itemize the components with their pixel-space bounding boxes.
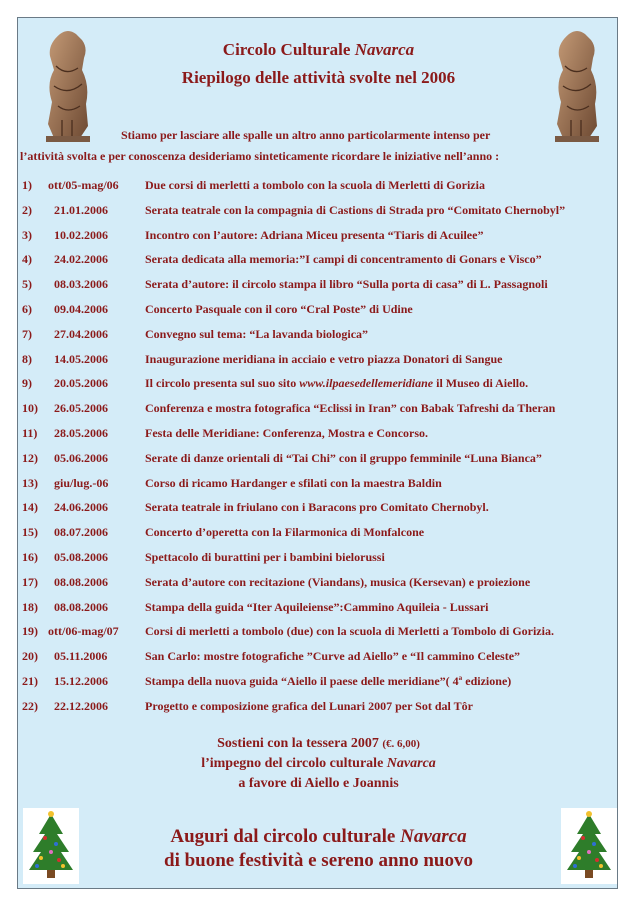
item-number: 2) [22,202,32,217]
item-date: 05.06.2006 [54,450,108,465]
item-number: 17) [22,574,38,589]
item-number: 10) [22,401,38,416]
list-item [18,649,619,671]
item-number: 7) [22,326,32,341]
item-date: 28.05.2006 [54,426,108,440]
item-date: ott/06-mag/07 [48,624,119,639]
item-description: Progetto e composizione grafica del Lunari 2007 per Sot dal Tôr [145,698,473,713]
item-number: 20) [22,649,38,664]
page-title: Circolo Culturale Navarca [222,40,415,59]
item-number: 12) [22,450,38,465]
poster-frame [17,17,618,889]
greeting-line-1: Auguri dal circolo culturale Navarca [170,826,467,847]
item-description: Serata teatrale in friulano con i Baracons pro Comitato Chernobyl. [145,500,489,515]
list-item [18,178,619,200]
item-date: 22.12.2006 [54,698,108,713]
circle-name: Navarca [354,40,415,59]
item-number: 13) [22,475,38,490]
item-number: 4) [22,252,32,267]
list-item [18,252,619,274]
item-date: 08.08.2006 [54,599,108,614]
item-number: 8) [22,351,32,366]
item-number: 5) [22,277,32,292]
item-description: Convegno sul tema: “La lavanda biologica” [145,326,369,341]
list-item [18,401,619,423]
item-description: Stampa della guida “Iter Aquileiense”:Cammino Aquileia - Lussari [145,599,489,614]
item-date: 08.08.2006 [54,574,108,589]
membership-price: (€. 6,00) [382,738,420,750]
support-line-1: Sostieni con la tessera 2007 (€. 6,00) [217,736,420,751]
item-date: giu/lug.-06 [54,475,109,490]
item-date: 08.03.2006 [54,277,108,292]
list-item [18,451,619,473]
item-number: 16) [22,550,38,564]
item-date: ott/05-mag/06 [48,178,119,192]
list-item [18,302,619,324]
item-date: 05.11.2006 [54,649,108,664]
greeting-line-2: di buone festività e sereno anno nuovo [164,850,473,871]
list-item [18,525,619,547]
item-number: 3) [22,227,32,242]
item-description: Stampa della nuova guida “Aiello il paese delle meridiane”( 4ª edizione) [145,674,512,688]
item-description: Spettacolo di burattini per i bambini bielorussi [145,550,385,564]
list-item [18,376,619,398]
item-date: 08.07.2006 [54,525,108,540]
item-description: Corsi di merletti a tombolo (due) con la scuola di Merletti a Tombolo di Gorizia. [145,624,554,639]
item-description: Serata d’autore: il circolo stampa il libro “Sulla porta di casa” di L. Passagnoli [145,277,548,292]
list-item [18,600,619,622]
list-item [18,674,619,696]
page-subtitle: Riepilogo delle attività svolte nel 2006 [181,68,456,87]
list-item [18,624,619,646]
item-description: Corso di ricamo Hardanger e sfilati con la maestra Baldin [145,475,442,490]
support-line-3: a favore di Aiello e Joannis [238,776,399,791]
list-item [18,500,619,522]
item-description: Due corsi di merletti a tombolo con la scuola di Merletti di Gorizia [145,178,485,192]
item-description: Concerto d’operetta con la Filarmonica di Monfalcone [145,525,425,540]
item-description: Conferenza e mostra fotografica “Eclissi in Iran” con Babak Tafreshi da Theran [145,401,556,416]
item-date: 24.06.2006 [54,500,108,515]
item-number: 14) [22,500,38,515]
item-description: Serata dedicata alla memoria:”I campi di concentramento di Gonars e Visco” [145,252,542,267]
list-item [18,277,619,299]
item-description: San Carlo: mostre fotografiche ”Curve ad Aiello” e “Il cammino Celeste” [145,649,521,664]
website-link[interactable]: www.ilpaesedellemeridiane [299,376,434,391]
item-number: 11) [22,426,38,440]
item-number: 15) [22,525,38,540]
list-item [18,203,619,225]
item-number: 19) [22,624,38,639]
item-description: Serata teatrale con la compagnia di Castions di Strada pro “Comitato Chernobyl” [145,202,566,217]
list-item [18,575,619,597]
item-date: 20.05.2006 [54,376,108,391]
item-number: 21) [22,674,38,688]
item-date: 26.05.2006 [54,401,108,416]
item-date: 27.04.2006 [54,326,108,341]
item-description: Festa delle Meridiane: Conferenza, Mostra e Concorso. [145,426,429,440]
item-number: 6) [22,302,32,316]
intro-line-1: Stiamo per lasciare alle spalle un altro anno particolarmente intenso per [121,128,491,142]
item-description: Serate di danze orientali di “Tai Chi” con il gruppo femminile “Luna Bianca” [145,450,542,465]
list-item [18,327,619,349]
item-description: Concerto Pasquale con il coro “Cral Poste” di Udine [145,302,413,316]
item-description: Serata d’autore con recitazione (Viandans), musica (Kersevan) e proiezione [145,574,531,589]
support-line-2: l’impegno del circolo culturale Navarca [201,756,436,771]
item-date: 09.04.2006 [54,302,108,316]
item-date: 05.08.2006 [54,550,108,564]
list-item [18,352,619,374]
item-number: 22) [22,698,38,713]
list-item [18,476,619,498]
item-date: 10.02.2006 [54,227,108,242]
item-date: 24.02.2006 [54,252,108,267]
list-item [18,699,619,721]
list-item [18,426,619,448]
list-item [18,550,619,572]
item-number: 18) [22,599,38,614]
item-number: 1) [22,178,32,192]
item-date: 21.01.2006 [54,202,108,217]
item-description: Incontro con l’autore: Adriana Miceu presenta “Tiaris di Acuilee” [145,227,484,242]
item-date: 14.05.2006 [54,351,108,366]
item-number: 9) [22,376,32,391]
intro-line-2: l’attività svolta e per conoscenza desideriamo sinteticamente ricordare le iniziative nell’anno : [20,149,500,163]
item-date: 15.12.2006 [54,674,108,688]
list-item [18,228,619,250]
item-description: Il circolo presenta sul suo sito www.ilpaesedellemeridiane il Museo di Aiello. [145,376,529,391]
item-description: Inaugurazione meridiana in acciaio e vetro piazza Donatori di Sangue [145,351,503,366]
